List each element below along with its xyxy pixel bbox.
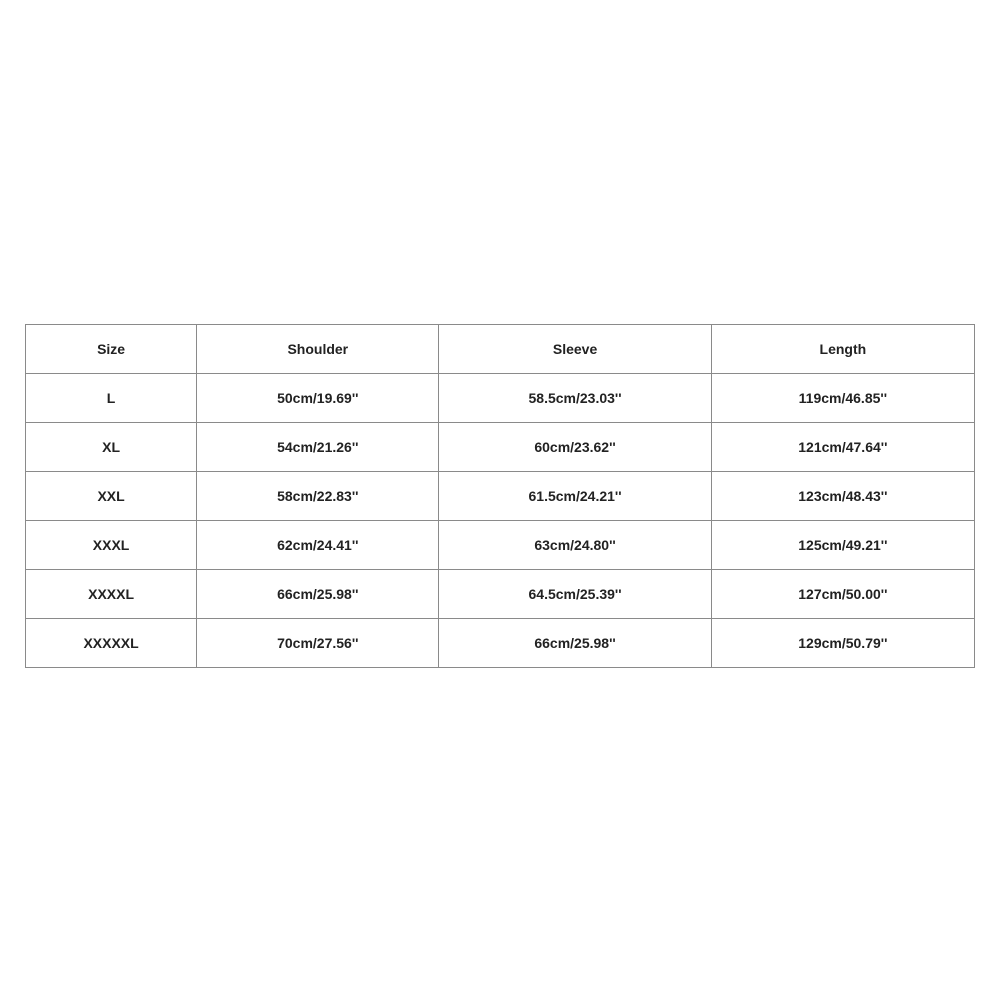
cell-length: 123cm/48.43'' [711, 472, 974, 521]
table-row [26, 619, 975, 668]
header-length: Length [711, 325, 974, 374]
cell-length: 119cm/46.85'' [711, 374, 974, 423]
table-header-row [26, 325, 975, 374]
cell-size: XXXXL [26, 570, 197, 619]
table-row [26, 423, 975, 472]
cell-sleeve: 64.5cm/25.39'' [439, 570, 711, 619]
header-shoulder: Shoulder [197, 325, 439, 374]
table-row [26, 570, 975, 619]
cell-shoulder: 66cm/25.98'' [197, 570, 439, 619]
cell-shoulder: 58cm/22.83'' [197, 472, 439, 521]
cell-sleeve: 63cm/24.80'' [439, 521, 711, 570]
size-chart-table [25, 324, 975, 668]
cell-length: 129cm/50.79'' [711, 619, 974, 668]
cell-size: L [26, 374, 197, 423]
cell-shoulder: 70cm/27.56'' [197, 619, 439, 668]
cell-length: 125cm/49.21'' [711, 521, 974, 570]
cell-sleeve: 60cm/23.62'' [439, 423, 711, 472]
cell-sleeve: 61.5cm/24.21'' [439, 472, 711, 521]
header-size: Size [26, 325, 197, 374]
table-row [26, 521, 975, 570]
header-sleeve: Sleeve [439, 325, 711, 374]
cell-sleeve: 66cm/25.98'' [439, 619, 711, 668]
cell-length: 127cm/50.00'' [711, 570, 974, 619]
cell-sleeve: 58.5cm/23.03'' [439, 374, 711, 423]
cell-shoulder: 62cm/24.41'' [197, 521, 439, 570]
cell-shoulder: 54cm/21.26'' [197, 423, 439, 472]
cell-size: XL [26, 423, 197, 472]
cell-size: XXL [26, 472, 197, 521]
cell-shoulder: 50cm/19.69'' [197, 374, 439, 423]
cell-length: 121cm/47.64'' [711, 423, 974, 472]
table-row [26, 374, 975, 423]
cell-size: XXXXXL [26, 619, 197, 668]
table-row [26, 472, 975, 521]
cell-size: XXXL [26, 521, 197, 570]
